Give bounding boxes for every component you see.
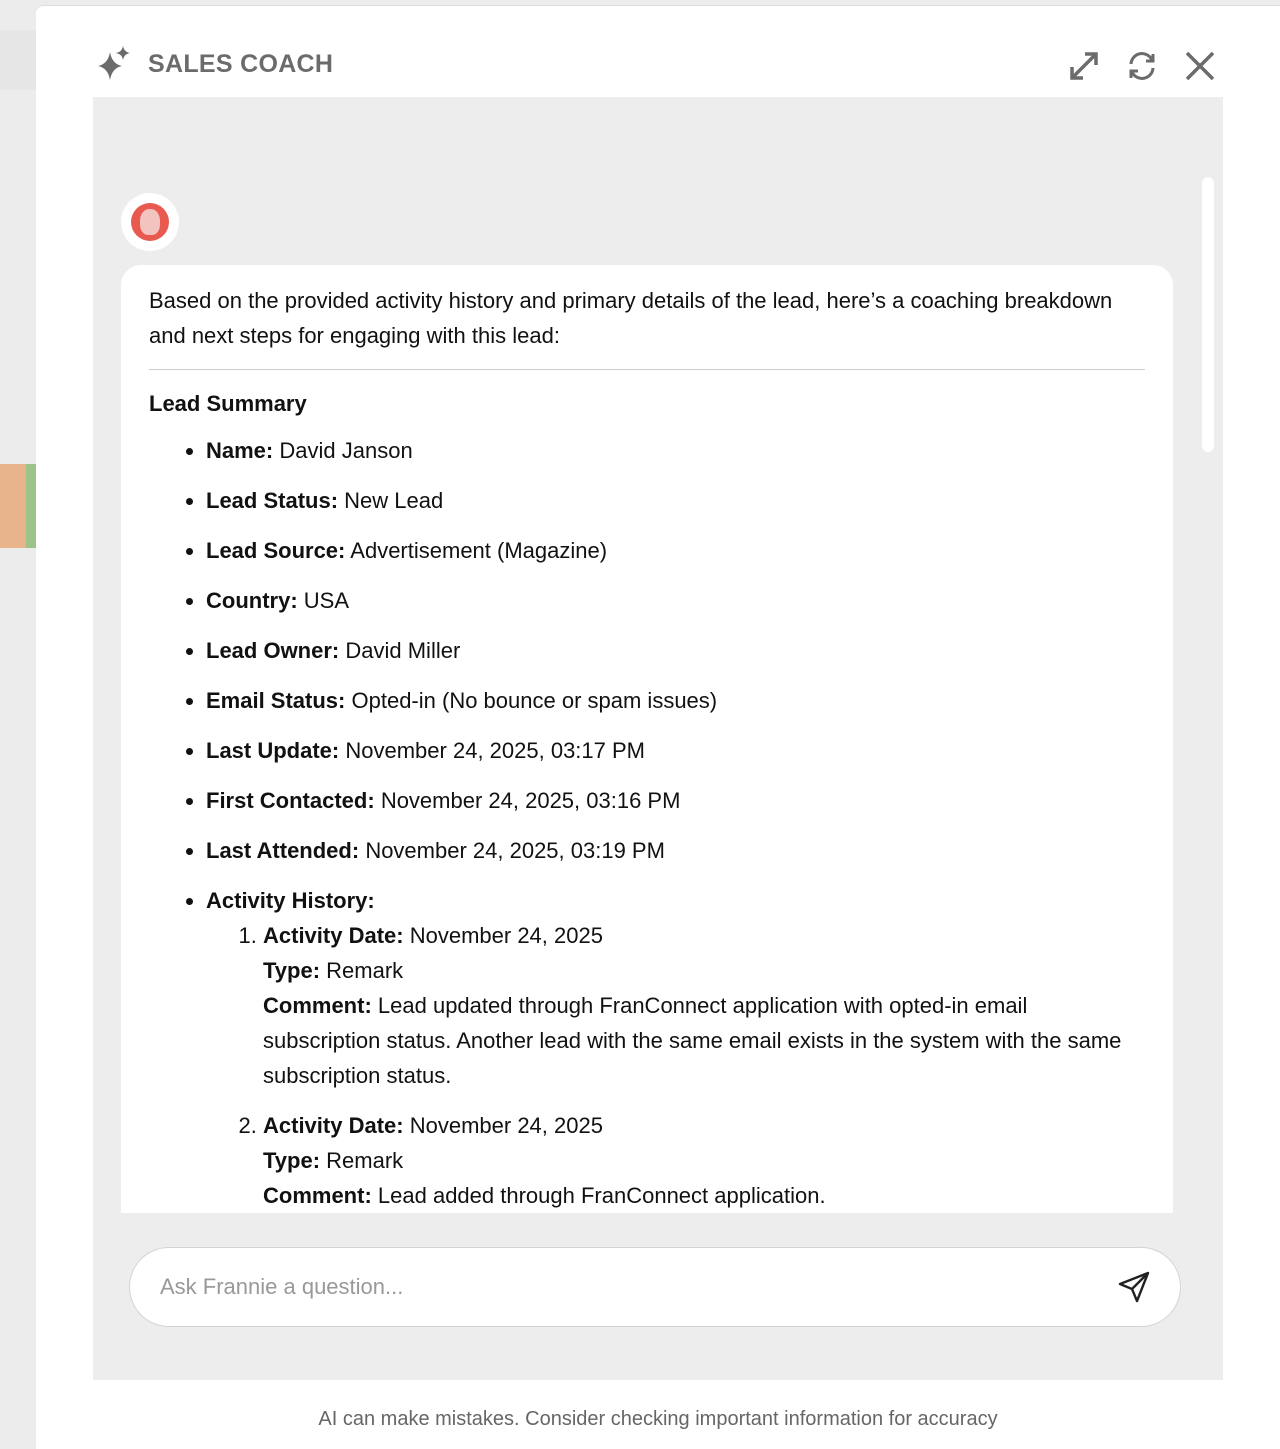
- activity-item: [263, 1108, 1145, 1213]
- summary-item: [206, 483, 1145, 518]
- field-value: USA: [303, 588, 350, 613]
- question-input[interactable]: [160, 1274, 1118, 1300]
- ai-disclaimer: AI can make mistakes. Consider checking important information for accuracy: [318, 1408, 998, 1430]
- date-label: Activity Date:: [263, 1113, 404, 1138]
- lead-summary-list: [149, 433, 1145, 1213]
- field-label: Country:: [206, 588, 298, 613]
- summary-item: [206, 783, 1145, 818]
- field-label: First Contacted:: [206, 788, 375, 813]
- question-input-box: [129, 1247, 1181, 1327]
- field-label: Email Status:: [206, 688, 346, 713]
- frannie-avatar: [121, 193, 179, 251]
- date-label: Activity Date:: [263, 923, 404, 948]
- field-value: David Janson: [279, 438, 413, 463]
- activity-history: [206, 883, 1145, 1213]
- summary-item: [206, 833, 1145, 868]
- background-status-strip: [0, 464, 36, 548]
- field-label: Lead Owner:: [206, 638, 340, 663]
- activity-comment: Lead updated through FranConnect application with opted-in email subscription status. Another lead with the same email exists in the system with the same subscription status.: [263, 993, 1122, 1088]
- sparkle-icon: [96, 44, 132, 85]
- field-label: Lead Source:: [206, 538, 346, 563]
- chat-area: [93, 97, 1223, 1380]
- field-value: Opted-in (No bounce or spam issues): [351, 688, 718, 713]
- activity-date: November 24, 2025: [409, 1113, 603, 1138]
- summary-item: [206, 633, 1145, 668]
- field-label: Last Attended:: [206, 838, 360, 863]
- field-label: Last Update:: [206, 738, 340, 763]
- sales-coach-panel: [36, 5, 1280, 1449]
- send-icon[interactable]: [1118, 1271, 1150, 1303]
- activity-comment: Lead added through FranConnect application.: [377, 1183, 826, 1208]
- field-value: Advertisement (Magazine): [350, 538, 608, 563]
- summary-item: [206, 583, 1145, 618]
- expand-icon[interactable]: [1064, 46, 1104, 86]
- summary-heading: Lead Summary: [149, 391, 307, 416]
- field-value: New Lead: [344, 488, 444, 513]
- comment-label: Comment:: [263, 1183, 372, 1208]
- activity-type: Remark: [326, 1148, 404, 1173]
- summary-item: [206, 533, 1145, 568]
- panel-header: [96, 44, 333, 85]
- message-intro: Based on the provided activity history and primary details of the lead, here’s a coaching breakdown and next steps for engaging with this lead:: [149, 283, 1145, 370]
- summary-item: [206, 433, 1145, 468]
- field-value: David Miller: [345, 638, 461, 663]
- background-strip: [0, 30, 36, 90]
- panel-title: SALES COACH: [148, 50, 334, 78]
- activity-date: November 24, 2025: [409, 923, 603, 948]
- activity-item: [263, 918, 1145, 1093]
- scrollbar-thumb[interactable]: [1202, 177, 1214, 452]
- activity-list: [206, 918, 1145, 1213]
- close-icon[interactable]: [1180, 46, 1220, 86]
- summary-item: [206, 733, 1145, 768]
- field-value: November 24, 2025, 03:17 PM: [345, 738, 645, 763]
- refresh-icon[interactable]: [1122, 46, 1162, 86]
- assistant-message: [121, 265, 1173, 1213]
- field-label: Name:: [206, 438, 274, 463]
- summary-item: [206, 683, 1145, 718]
- field-value: November 24, 2025, 03:16 PM: [380, 788, 681, 813]
- activity-type: Remark: [326, 958, 404, 983]
- activity-label: Activity History:: [206, 888, 375, 913]
- field-label: Lead Status:: [206, 488, 339, 513]
- field-value: November 24, 2025, 03:19 PM: [365, 838, 665, 863]
- type-label: Type:: [263, 958, 321, 983]
- type-label: Type:: [263, 1148, 321, 1173]
- comment-label: Comment:: [263, 993, 372, 1018]
